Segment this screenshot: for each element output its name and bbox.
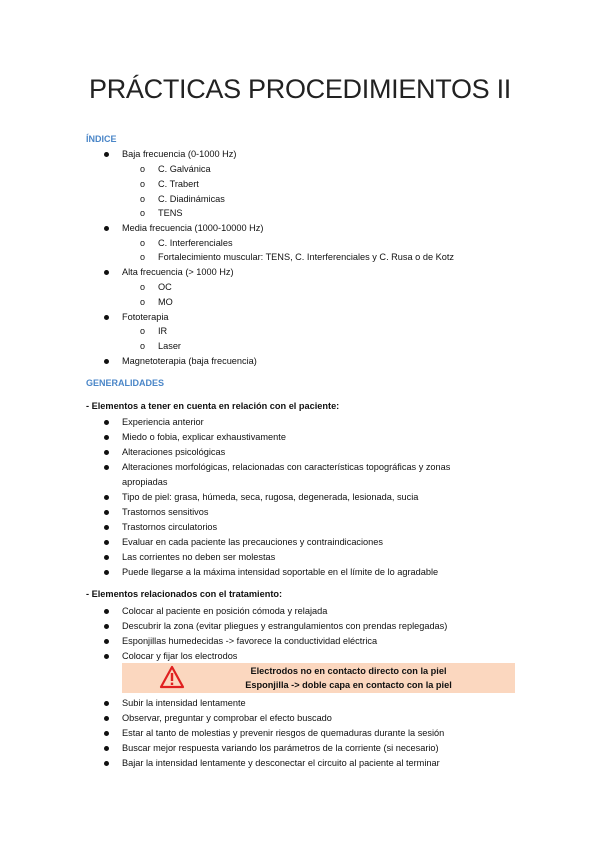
index-subitem: TENS: [158, 208, 183, 218]
bullet-icon: [104, 624, 109, 629]
index-subitem: C. Diadinámicas: [158, 194, 225, 204]
list-item: Descubrir la zona (evitar pliegues y estrangulamientos con prendas replegadas): [122, 621, 448, 631]
bullet-icon: [104, 525, 109, 530]
list-item: Las corrientes no deben ser molestas: [122, 552, 276, 562]
circle-marker: o: [140, 326, 146, 336]
patient-subheading: - Elementos a tener en cuenta en relación con el paciente:: [86, 401, 340, 411]
list-item: Trastornos sensitivos: [122, 507, 209, 517]
index-heading: ÍNDICE: [86, 134, 117, 144]
list-item: Esponjillas humedecidas -> favorece la conductividad eléctrica: [122, 636, 378, 646]
bullet-icon: [104, 639, 109, 644]
treatment-subheading: - Elementos relacionados con el tratamiento:: [86, 589, 283, 599]
index-item: Media frecuencia (1000-10000 Hz): [122, 223, 264, 233]
index-subitem: IR: [158, 326, 168, 336]
bullet-icon: [104, 731, 109, 736]
warning-line-2: Esponjilla -> doble capa en contacto con la piel: [245, 680, 452, 690]
circle-marker: o: [140, 179, 146, 189]
list-item: Observar, preguntar y comprobar el efecto buscado: [122, 713, 332, 723]
circle-marker: o: [140, 194, 146, 204]
index-subitem: MO: [158, 297, 173, 307]
index-subitem: C. Galvánica: [158, 164, 211, 174]
list-item: Estar al tanto de molestias y prevenir riesgos de quemaduras durante la sesión: [122, 728, 445, 738]
list-item: Trastornos circulatorios: [122, 522, 218, 532]
bullet-icon: [104, 315, 109, 320]
list-item: Puede llegarse a la máxima intensidad soportable en el límite de lo agradable: [122, 567, 439, 577]
index-item: Alta frecuencia (> 1000 Hz): [122, 267, 234, 277]
list-item: Miedo o fobia, explicar exhaustivamente: [122, 432, 286, 442]
warning-box: [122, 663, 515, 693]
bullet-icon: [104, 435, 109, 440]
bullet-icon: [104, 359, 109, 364]
bullet-icon: [104, 510, 109, 515]
bullet-icon: [104, 420, 109, 425]
circle-marker: o: [140, 164, 146, 174]
bullet-icon: [104, 495, 109, 500]
bullet-icon: [104, 609, 109, 614]
bullet-icon: [104, 152, 109, 157]
list-item: Colocar al paciente en posición cómoda y relajada: [122, 606, 328, 616]
index-item: Baja frecuencia (0-1000 Hz): [122, 149, 237, 159]
list-item: Colocar y fijar los electrodos: [122, 651, 238, 661]
circle-marker: o: [140, 208, 146, 218]
bullet-icon: [104, 701, 109, 706]
list-item: Subir la intensidad lentamente: [122, 698, 246, 708]
circle-marker: o: [140, 297, 146, 307]
index-item: Magnetoterapia (baja frecuencia): [122, 356, 257, 366]
list-item: Tipo de piel: grasa, húmeda, seca, rugosa, degenerada, lesionada, sucia: [122, 492, 419, 502]
bullet-icon: [104, 465, 109, 470]
list-item: Bajar la intensidad lentamente y desconectar el circuito al paciente al terminar: [122, 758, 440, 768]
index-subitem: Laser: [158, 341, 181, 351]
index-subitem: C. Trabert: [158, 179, 199, 189]
bullet-icon: [104, 450, 109, 455]
index-subitem: OC: [158, 282, 172, 292]
bullet-icon: [104, 226, 109, 231]
bullet-icon: [104, 746, 109, 751]
circle-marker: o: [140, 341, 146, 351]
index-subitem: C. Interferenciales: [158, 238, 233, 248]
index-subitem: Fortalecimiento muscular: TENS, C. Interferenciales y C. Rusa o de Kotz: [158, 252, 454, 262]
bullet-icon: [104, 270, 109, 275]
list-item: Alteraciones morfológicas, relacionadas con características topográficas y zonas apropiadas: [122, 462, 451, 487]
list-item: Buscar mejor respuesta variando los parámetros de la corriente (si necesario): [122, 743, 439, 753]
bullet-icon: [104, 555, 109, 560]
list-item: Evaluar en cada paciente las precauciones y contraindicaciones: [122, 537, 383, 547]
bullet-icon: [104, 570, 109, 575]
generalidades-heading: GENERALIDADES: [86, 378, 165, 388]
list-item: Experiencia anterior: [122, 417, 204, 427]
circle-marker: o: [140, 238, 146, 248]
warning-line-1: Electrodos no en contacto directo con la piel: [250, 666, 447, 676]
bullet-icon: [104, 716, 109, 721]
circle-marker: o: [140, 252, 146, 262]
list-item: Alteraciones psicológicas: [122, 447, 226, 457]
bullet-icon: [104, 654, 109, 659]
circle-marker: o: [140, 282, 146, 292]
page-title: PRÁCTICAS PROCEDIMIENTOS II: [89, 74, 511, 104]
index-item: Fototerapia: [122, 312, 169, 322]
bullet-icon: [104, 540, 109, 545]
bullet-icon: [104, 761, 109, 766]
